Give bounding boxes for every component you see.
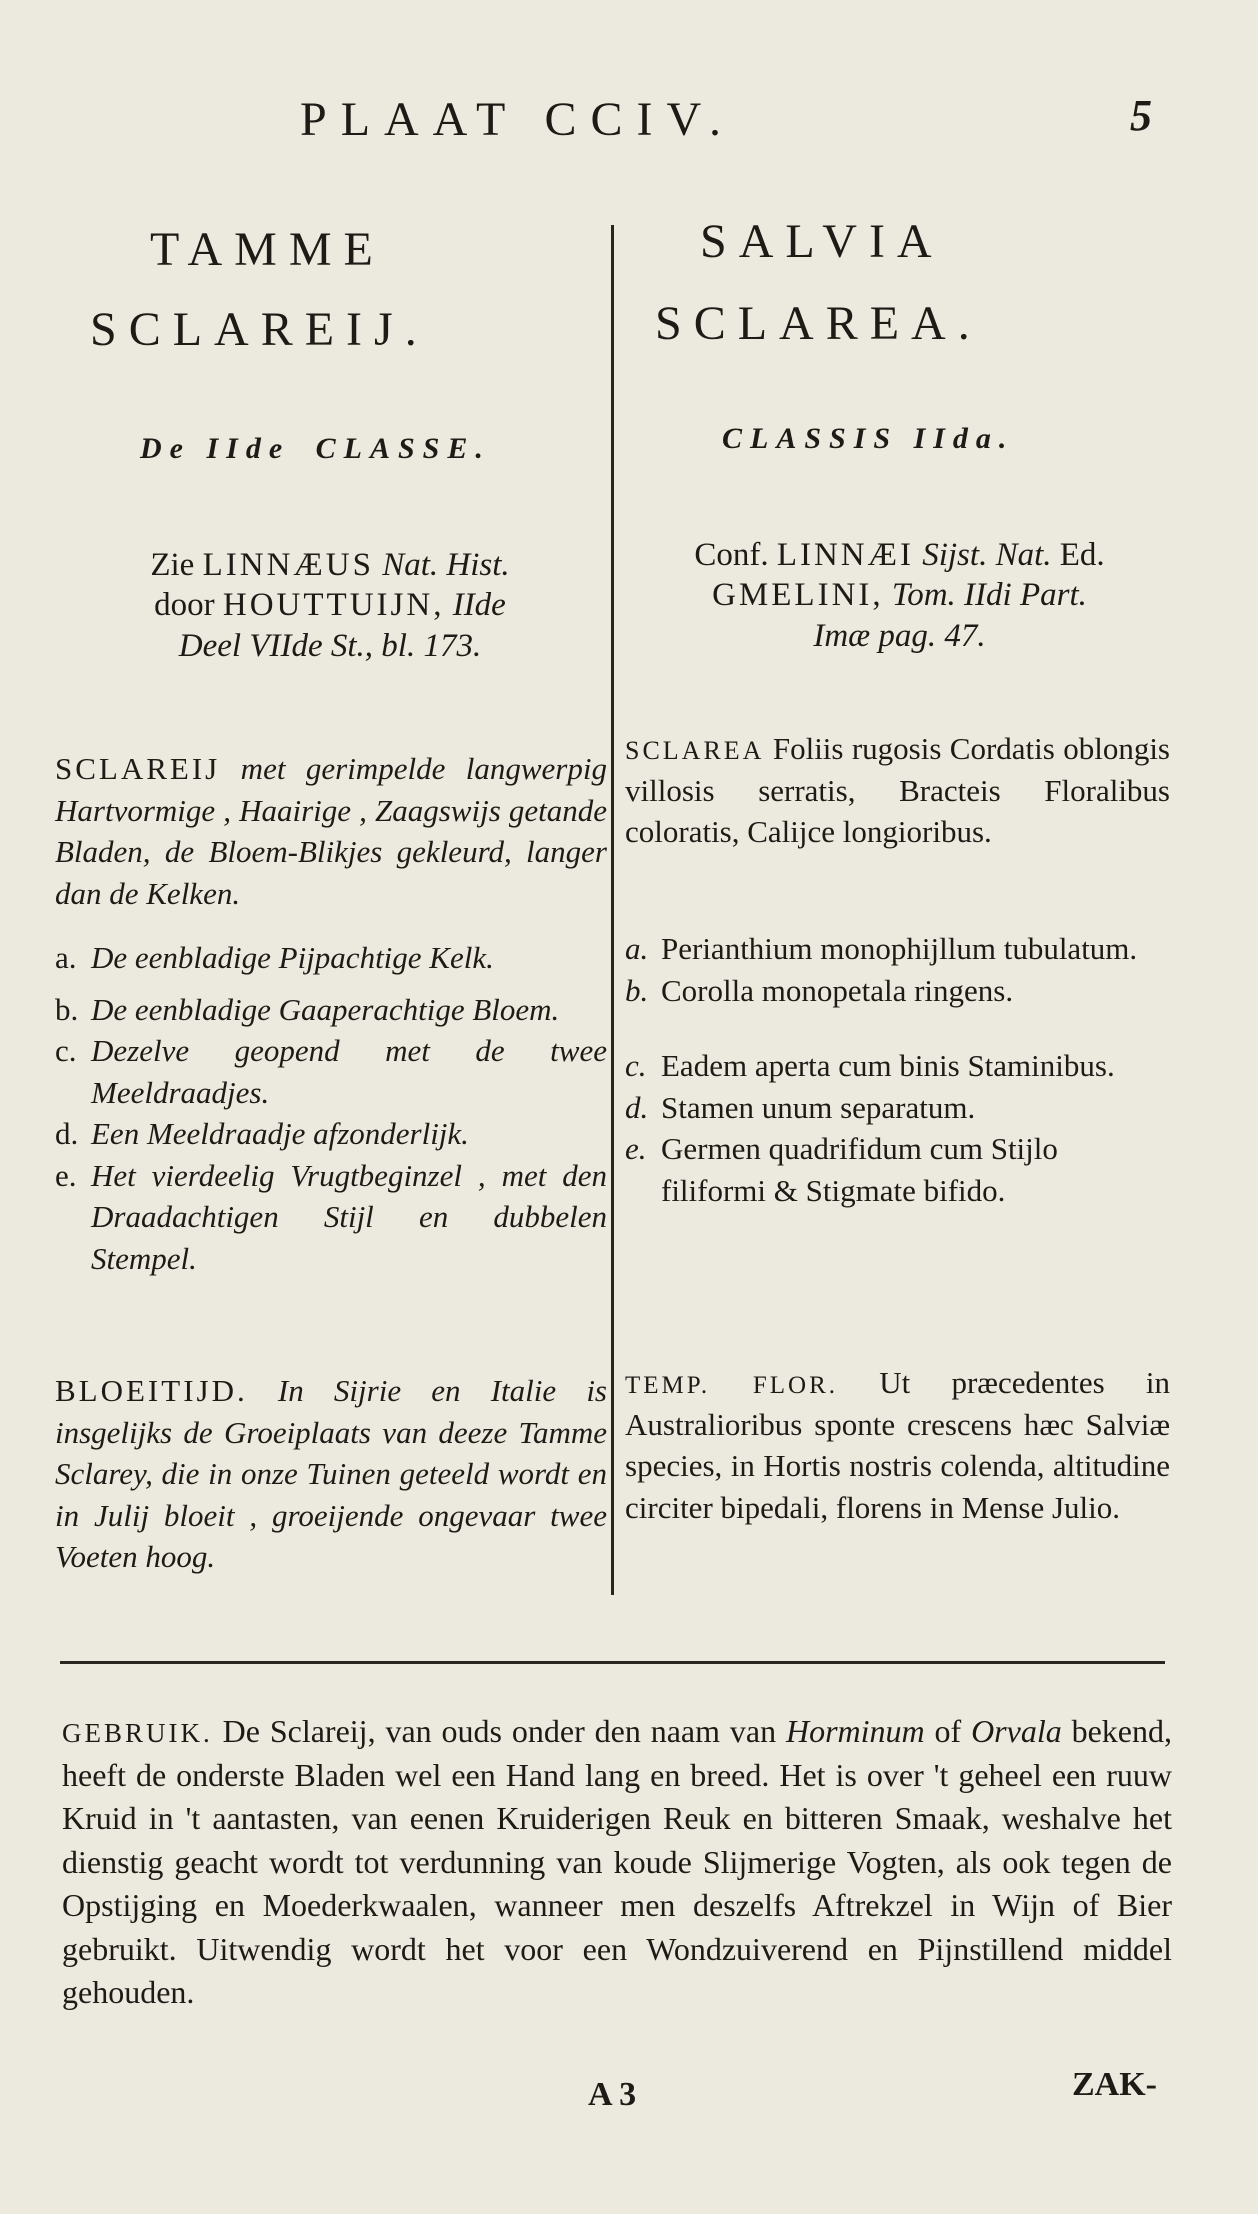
right-plate-items [625, 928, 1170, 1211]
usage-label: GEBRUIK. [62, 1718, 213, 1748]
right-class-line [722, 422, 1014, 456]
list-item: d. Een Meeldraadje afzonderlijk. [55, 1116, 469, 1152]
signature-mark: A 3 [588, 2076, 637, 2113]
column-divider [611, 225, 614, 1595]
left-bloom-time: BLOEITIJD. In Sijrie en Italie is insgelijks de Groeiplaats van deeze Tamme Sclarey, die in onze Tuinen geteeld wordt en in Julij bloeit , groeijende ongevaar twee Voeten hoog. [55, 1373, 607, 1575]
list-item: b. Corolla monopetala ringens. [625, 972, 1014, 1008]
usage-paragraph: GEBRUIK. De Sclareij, van ouds onder den naam van Horminum of Orvala bekend, heeft de onderste Bladen wel een Hand lang en breed. Het is over 't geheel een ruuw Kruid in 't aantasten, van eenen Kruiderigen Reuk en bitteren Smaak, weshalve het dienstig geacht wordt tot verdunning van koude Slijmerige Vogten, als ook tegen de Opstijging en Moederkwaalen, wanneer men deszelfs Aftrekzel in Wijn of Bier gebruikt. Uitwendig wordt het voor een Wondzuiverend en Pijnstillend middel gehouden. [62, 1713, 1173, 2011]
right-description-lead: SCLAREA [625, 736, 765, 765]
right-description: SCLAREA Foliis rugosis Cordatis oblongis villosis serratis, Bracteis Floralibus coloratis, Calijce longioribus. [625, 731, 1170, 850]
right-ref-editor: GMELINI, [712, 577, 884, 614]
catchword: ZAK- [1072, 2066, 1157, 2103]
left-plate-items [55, 937, 607, 1279]
list-item: d. Stamen unum separatum. [625, 1089, 976, 1125]
right-title-line2: SCLAREA. [655, 297, 982, 350]
list-item: c. Eadem aperta cum binis Staminibus. [625, 1048, 1115, 1084]
list-item: a. Perianthium monophijllum tubulatum. [625, 931, 1138, 966]
left-ref-author: LINNÆUS [202, 547, 374, 583]
right-reference: Conf. LINNÆI Sijst. Nat. Ed. GMELINI, Tom. IIdi Part. Imæ pag. 47. [694, 537, 1105, 654]
right-class-word: CLASSIS [722, 422, 899, 455]
left-class-pre: De IIde [140, 432, 291, 465]
list-item: c. Dezelve geopend met de twee Meeldraadjes. [55, 1033, 607, 1110]
right-title-line1: SALVIA [700, 215, 944, 268]
list-item: e. Het vierdeelig Vrugtbeginzel , met den Draadachtigen Stijl en dubbelen Stempel. [55, 1157, 607, 1276]
right-temp-label: TEMP. FLOR. [625, 1372, 839, 1399]
left-ref-translator: HOUTTUIJN, [222, 587, 445, 624]
right-class-post: IIda. [898, 422, 1015, 455]
left-reference: Zie LINNÆUS Nat. Hist. door HOUTTUIJN, IIde Deel VIIde St., bl. 173. [150, 547, 510, 664]
left-class-line [140, 432, 491, 466]
list-item: b. De eenbladige Gaaperachtige Bloem. [55, 991, 560, 1027]
left-bloom-label: BLOEITIJD. [55, 1373, 248, 1408]
list-item: e. Germen quadrifidum cum Stijlo filiformi & Stigmate bifido. [625, 1131, 1058, 1208]
right-flowering-time: TEMP. FLOR. Ut præcedentes in Australioribus sponte crescens hæc Salviæ species, in Hortis nostris colenda, altitudine circiter bipedali, florens in Mense Julio. [625, 1365, 1171, 1525]
left-description: SCLAREIJ met gerimpelde langwerpig Hartvormige , Haairige , Zaagswijs getande Bladen, de Bloem-Blikjes gekleurd, langer dan de Kelken. [55, 751, 607, 911]
horizontal-rule [60, 1661, 1165, 1664]
page-number: 5 [1130, 91, 1152, 140]
left-title-line2: SCLAREIJ. [90, 303, 429, 356]
left-class-word: CLASSE. [315, 432, 491, 465]
left-title-line1: TAMME [150, 223, 385, 276]
list-item: a. De eenbladige Pijpachtige Kelk. [55, 940, 494, 975]
plate-heading: PLAAT CCIV. [300, 93, 735, 146]
left-description-lead: SCLAREIJ [55, 751, 221, 786]
right-ref-author: LINNÆI [776, 537, 914, 573]
